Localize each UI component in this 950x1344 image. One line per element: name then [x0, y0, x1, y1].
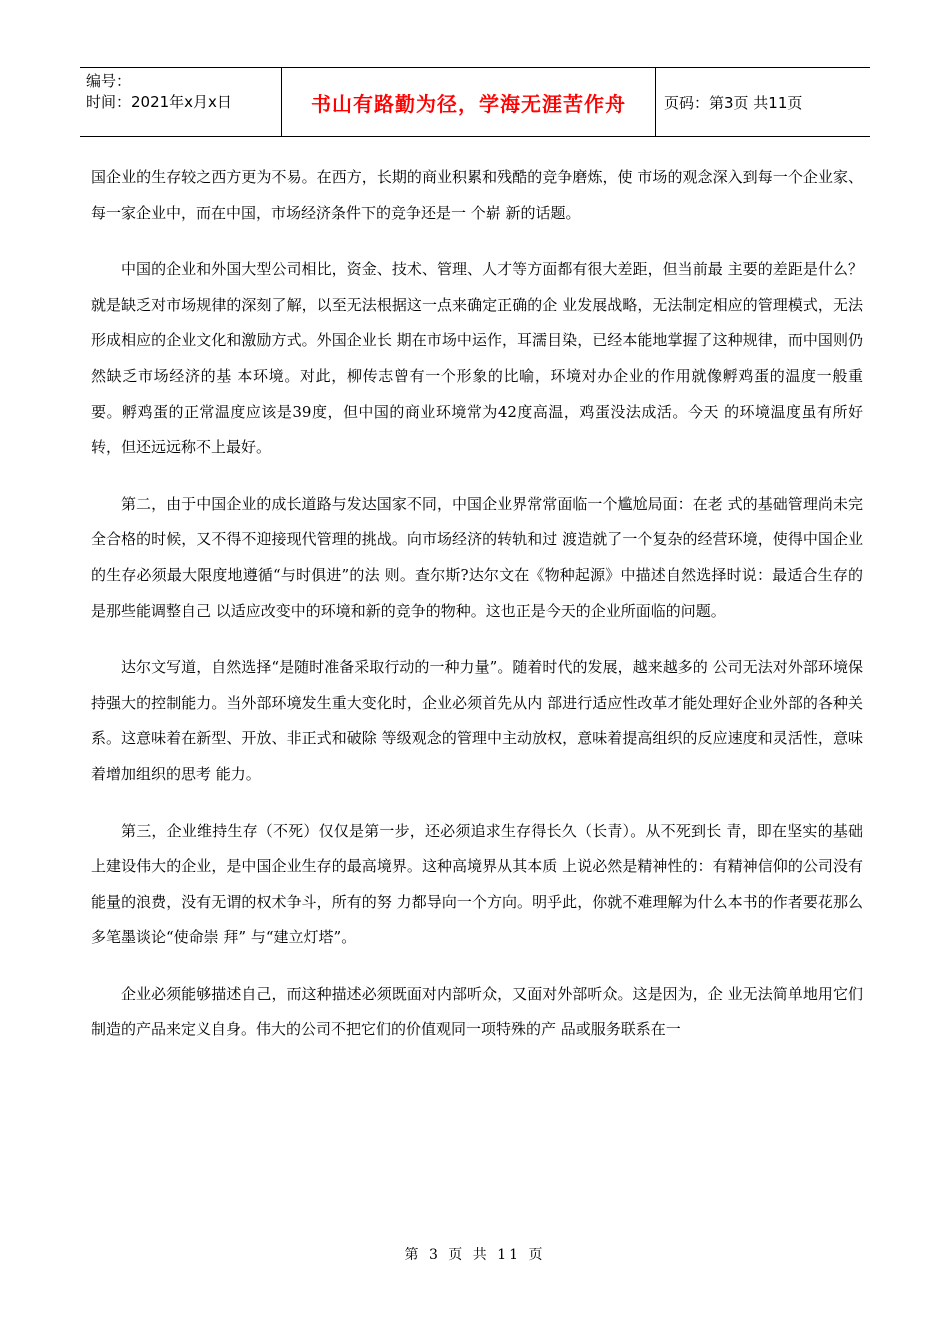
paragraph: 达尔文写道，自然选择“是随时准备采取行动的一种力量”。随着时代的发展，越来越多的 公司无法对外部环境保持强大的控制能力。当外部环境发生重大变化时，企业必须首先从内 部进行适应性改革才能处理好企业外部的各种关系。这意味着在新型、开放、非正式和破除 等级观念的管理中主动放权，意味着提高组织的反应速度和灵活性，意味着增加组织的思考 能力。: [91, 658, 863, 783]
paragraph: 中国的企业和外国大型公司相比，资金、技术、管理、人才等方面都有很大差距，但当前最 主要的差距是什么？就是缺乏对市场规律的深刻了解，以至无法根据这一点来确定正确的企 业发展战略，无法制定相应的管理模式，无法形成相应的企业文化和激励方式。外国企业长 期在市场中运作，耳濡目染，已经本能地掌握了这种规律，而中国则仍然缺乏市场经济的基 本环境。对此，柳传志曾有一个形象的比喻，环境对办企业的作用就像孵鸡蛋的温度一般重 要。孵鸡蛋的正常温度应该是39度，但中国的商业环境常为42度高温，鸡蛋没法成活。今天 的环境温度虽有所好转，但还远远称不上最好。: [91, 260, 863, 457]
page-header: [80, 67, 870, 137]
paragraph: 第三，企业维持生存（不死）仅仅是第一步，还必须追求生存得长久（长青）。从不死到长 青，即在坚实的基础上建设伟大的企业，是中国企业生存的最高境界。这种高境界从其本质 上说必然是精神性的：有精神信仰的公司没有能量的浪费，没有无谓的权术争斗，所有的努 力都导向一个方向。明乎此，你就不难理解为什么本书的作者要花那么多笔墨谈论“使命崇 拜” 与“建立灯塔”。: [91, 821, 863, 947]
header-meta: [80, 68, 282, 136]
document-date: 时间：2021年x月x日: [86, 93, 232, 111]
document-number-label: 编号：: [86, 72, 132, 90]
page-footer: 第 3 页 共 11 页: [404, 1247, 546, 1263]
paragraph: 第二，由于中国企业的成长道路与发达国家不同，中国企业界常常面临一个尴尬局面：在老 式的基础管理尚未完全合格的时候，又不得不迎接现代管理的挑战。向市场经济的转轨和过 渡造就了一个复杂的经营环境，使得中国企业的生存必须最大限度地遵循“与时俱进”的法 则。查尔斯?达尔文在《物种起源》中描述自然选择时说：最适合生存的是那些能调整自己 以适应改变中的环境和新的竞争的物种。这也正是今天的企业所面临的问题。: [91, 494, 863, 620]
paragraph: 企业必须能够描述自己，而这种描述必须既面对内部听众，又面对外部听众。这是因为，企 业无法简单地用它们制造的产品来定义自身。伟大的公司不把它们的价值观同一项特殊的产 品或服务联系在一: [91, 984, 863, 1039]
document-body: [91, 160, 863, 1069]
header-page-info: 页码：第3页 共11页: [664, 93, 803, 112]
header-motto: 书山有路勤为径，学海无涯苦作舟: [282, 68, 656, 136]
paragraph: 国企业的生存较之西方更为不易。在西方，长期的商业积累和残酷的竞争磨炼，使 市场的观念深入到每一个企业家、每一家企业中，而在中国，市场经济条件下的竞争还是一 个崭 新的话题。: [91, 168, 863, 222]
